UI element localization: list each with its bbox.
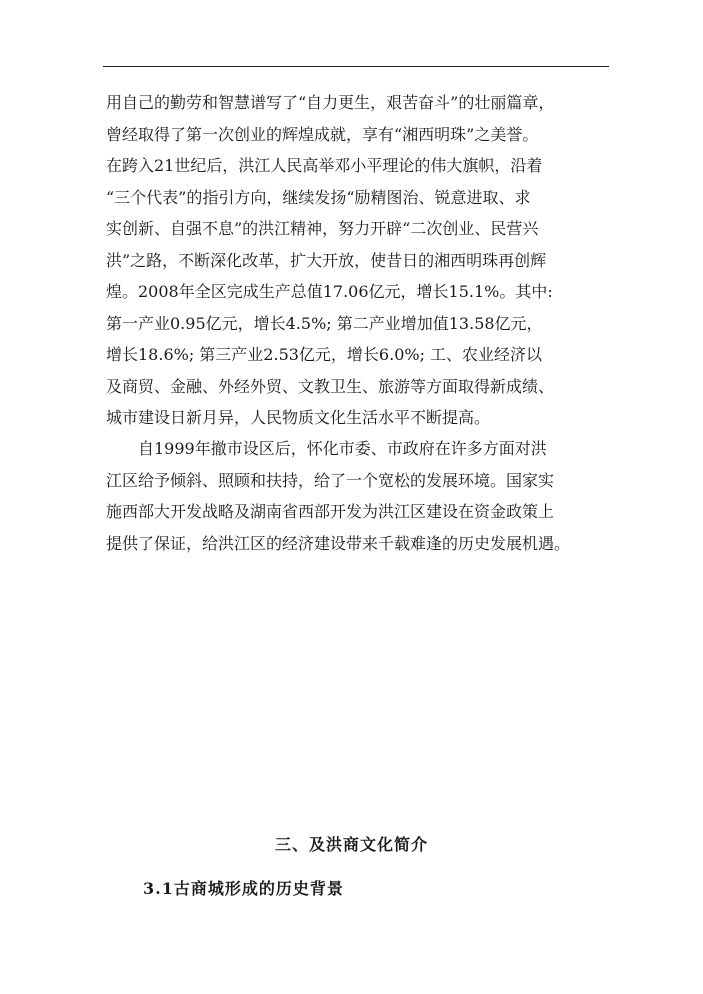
paragraph-2 [106,433,610,559]
paragraph-line: 洪”之路，不断深化改革，扩大开放，使昔日的湘西明珠再创辉 [106,250,547,270]
paragraph-line: 曾经取得了第一次创业的辉煌成就，享有“湘西明珠”之美誉。 [106,124,539,144]
paragraph-line: 施西部大开发战略及湖南省西部开发为洪江区建设在资金政策上 [106,502,555,521]
header-rule [103,66,609,67]
paragraph-line: 江区给予倾斜、照顾和扶持，给了一个宽松的发展环境。国家实 [106,470,555,490]
paragraph-1 [106,87,610,434]
paragraph-line: 用自己的勤劳和智慧谱写了“自力更生，艰苦奋斗”的壮丽篇章， [106,93,555,112]
paragraph-line: 第一产业0.95亿元，增长4.5%; 第二产业增加值13.58亿元， [106,313,543,333]
paragraph-line: 自1999年撤市设区后，怀化市委、市政府在许多方面对洪 [106,439,547,458]
paragraph-line: 提供了保证，给洪江区的经济建设带来千载难逢的历史发展机遇。 [106,533,571,553]
paragraph-line: 实创新、自强不息”的洪江精神，努力开辟“二次创业、民营兴 [106,219,539,238]
section-title: 三、及洪商文化简介 [274,835,428,854]
paragraph-line: 在跨入21世纪后，洪江人民高举邓小平理论的伟大旗帜，沿着 [106,156,543,175]
paragraph-line: 增长18.6%; 第三产业2.53亿元，增长6.0%; 工、农业经济以 [106,345,543,364]
paragraph-line: 煌。2008年全区完成生产总值17.06亿元，增长15.1%。其中: [106,282,553,301]
subsection-title: 3.1古商城形成的历史背景 [143,879,344,898]
paragraph-line: “三个代表”的指引方向，继续发扬“励精图治、锐意进取、求 [106,187,531,207]
paragraph-line: 及商贸、金融、外经外贸、文教卫生、旅游等方面取得新成绩、 [106,376,555,396]
paragraph-line: 城市建设日新月异，人民物质文化生活水平不断提高。 [106,408,491,427]
